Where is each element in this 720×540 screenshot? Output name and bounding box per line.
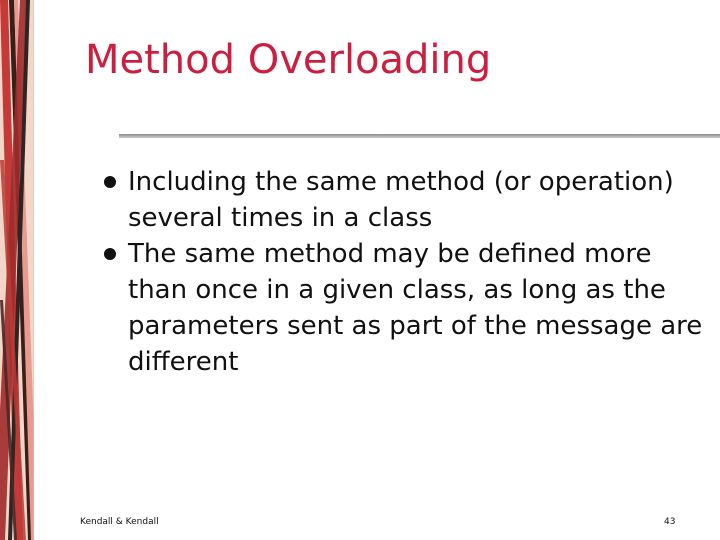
slide-number: 43 (664, 517, 676, 527)
left-decorative-border (0, 0, 34, 540)
title-underline-rule (119, 134, 720, 138)
slide-title: Method Overloading (85, 37, 492, 83)
bullet-text: The same method may be defined more than once in a given class, as long as the parameters sent as part of the message are different (128, 239, 703, 377)
bullet-point-icon (104, 248, 116, 260)
bullet-text: Including the same method (or operation) several times in a class (128, 167, 674, 233)
bullet-item (100, 164, 710, 236)
bullet-list (100, 164, 710, 380)
footer-author: Kendall & Kendall (80, 517, 159, 527)
bullet-point-icon (104, 176, 116, 188)
bullet-item (100, 236, 710, 380)
